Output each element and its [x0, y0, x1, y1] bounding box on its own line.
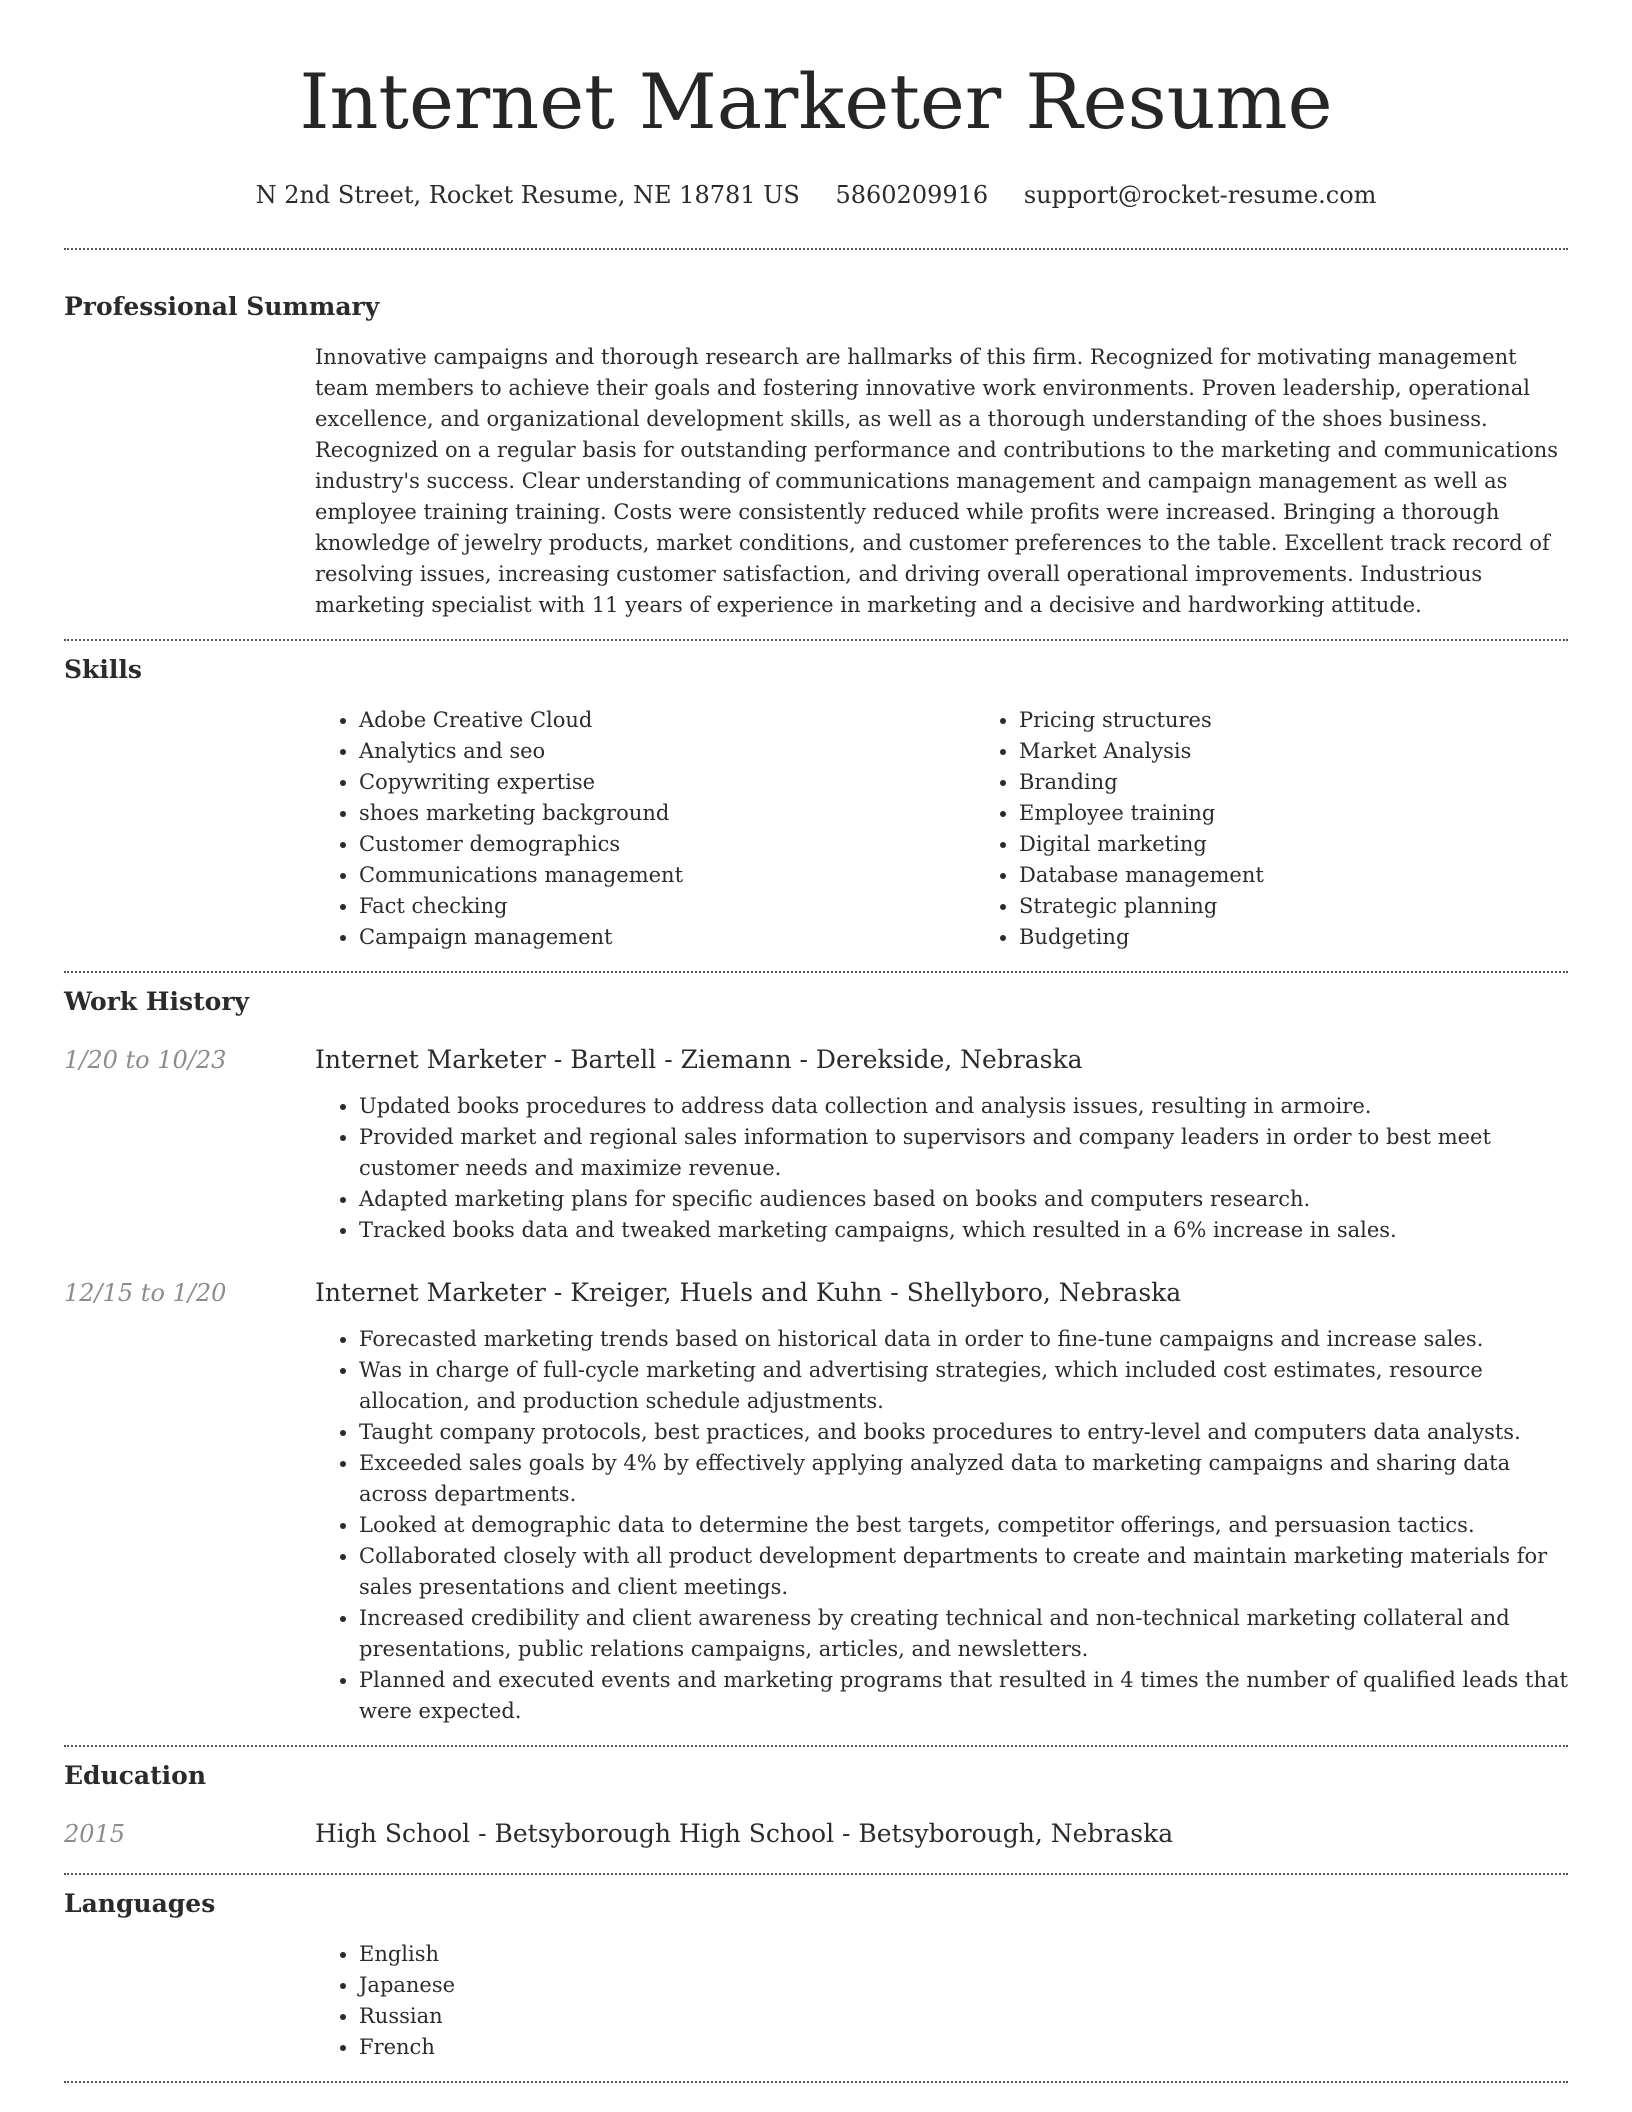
skill-item: • Adobe Creative Cloud [359, 705, 975, 736]
summary-section [64, 290, 1568, 621]
divider [64, 1873, 1568, 1875]
job-bullet: • Exceeded sales goals by 4% by effectively applying analyzed data to marketing campaigns and sharing data across departments. [359, 1448, 1568, 1510]
language-item: • Russian [359, 2001, 1568, 2032]
job-bullet: • Forecasted marketing trends based on historical data in order to fine-tune campaigns and increase sales. [359, 1324, 1568, 1355]
job-entry [64, 1276, 1568, 1310]
job-date: 1/20 to 10/23 [64, 1046, 227, 1074]
job-bullet: • Tracked books data and tweaked marketing campaigns, which resulted in a 6% increase in sales. [359, 1215, 1568, 1246]
job-bullet: • Updated books procedures to address data collection and analysis issues, resulting in armoire. [359, 1091, 1568, 1122]
work-section [64, 985, 1568, 1727]
resume-title: Internet Marketer Resume [299, 57, 1333, 146]
divider [64, 2081, 1568, 2083]
skill-item: • Campaign management [359, 922, 975, 953]
job-bullets [315, 1091, 1568, 1246]
languages-list [315, 1939, 1568, 2063]
divider [64, 639, 1568, 641]
language-item: • Japanese [359, 1970, 1568, 2001]
job-bullet: • Taught company protocols, best practices, and books procedures to entry-level and computers data analysts. [359, 1417, 1568, 1448]
skill-item: • Database management [1019, 860, 1632, 891]
job-bullet: • Increased credibility and client awareness by creating technical and non-technical marketing collateral and presentations, public relations campaigns, articles, and newsletters. [359, 1603, 1568, 1665]
skill-item: • Branding [1019, 767, 1632, 798]
job-bullet: • Collaborated closely with all product development departments to create and maintain marketing materials for sales presentations and client meetings. [359, 1541, 1568, 1603]
address: N 2nd Street, Rocket Resume, NE 18781 US [255, 181, 800, 209]
job-date: 12/15 to 1/20 [64, 1279, 227, 1307]
skill-item: • Pricing structures [1019, 705, 1632, 736]
skills-list-left [315, 705, 975, 953]
education-section [64, 1759, 1568, 1851]
skill-item: • Employee training [1019, 798, 1632, 829]
summary-heading: Professional Summary [64, 292, 380, 321]
language-item: • English [359, 1939, 1568, 1970]
skill-item: • shoes marketing background [359, 798, 975, 829]
job-heading: Internet Marketer - Bartell - Ziemann - Derekside, Nebraska [315, 1045, 1083, 1074]
email: support@rocket-resume.com [1023, 181, 1377, 209]
education-date: 2015 [64, 1820, 126, 1848]
job-bullet: • Planned and executed events and marketing programs that resulted in 4 times the number of qualified leads that were expected. [359, 1665, 1568, 1727]
skill-item: • Communications management [359, 860, 975, 891]
divider [64, 248, 1568, 250]
education-entry [64, 1817, 1568, 1851]
languages-section [64, 1887, 1568, 2063]
divider [64, 971, 1568, 973]
skill-item: • Customer demographics [359, 829, 975, 860]
job-bullet: • Was in charge of full-cycle marketing and advertising strategies, which included cost estimates, resource allocation, and production schedule adjustments. [359, 1355, 1568, 1417]
job-bullet: • Adapted marketing plans for specific audiences based on books and computers research. [359, 1184, 1568, 1215]
contact-line [64, 178, 1568, 212]
languages-heading: Languages [64, 1889, 216, 1918]
divider [64, 1745, 1568, 1747]
job-heading: Internet Marketer - Kreiger, Huels and Kuhn - Shellyboro, Nebraska [315, 1278, 1182, 1307]
work-heading: Work History [64, 987, 250, 1016]
skill-item: • Analytics and seo [359, 736, 975, 767]
job-bullets [315, 1324, 1568, 1727]
job-bullet: • Looked at demographic data to determine the best targets, competitor offerings, and persuasion tactics. [359, 1510, 1568, 1541]
skill-item: • Budgeting [1019, 922, 1632, 953]
job-bullet: • Provided market and regional sales information to supervisors and company leaders in order to best meet customer needs and maximize revenue. [359, 1122, 1568, 1184]
skills-section [64, 653, 1568, 953]
skill-item: • Copywriting expertise [359, 767, 975, 798]
summary-text: Innovative campaigns and thorough research are hallmarks of this firm. Recognized for motivating management team members to achieve their goals and fostering innovative work environments. Proven leadership, operational excellence, and organizational development skills, as well as a thorough understanding of the shoes business. Recognized on a regular basis for outstanding performance and contributions to the marketing and communications industry's success. Clear understanding of communications management and campaign management as well as employee training training. Costs were consistently reduced while profits were increased. Bringing a thorough knowledge of jewelry products, market conditions, and customer preferences to the table. Excellent track record of resolving issues, increasing customer satisfaction, and driving overall operational improvements. Industrious marketing specialist with 11 years of experience in marketing and a decisive and hardworking attitude. [315, 345, 1559, 617]
skill-item: • Fact checking [359, 891, 975, 922]
skill-item: • Digital marketing [1019, 829, 1632, 860]
skill-item: • Strategic planning [1019, 891, 1632, 922]
education-heading-line: High School - Betsyborough High School - Betsyborough, Nebraska [315, 1819, 1174, 1848]
skills-list-right [975, 705, 1632, 953]
education-heading: Education [64, 1761, 207, 1790]
language-item: • French [359, 2032, 1568, 2063]
phone: 5860209916 [835, 181, 989, 209]
job-entry [64, 1043, 1568, 1077]
skill-item: • Market Analysis [1019, 736, 1632, 767]
skills-heading: Skills [64, 655, 142, 684]
